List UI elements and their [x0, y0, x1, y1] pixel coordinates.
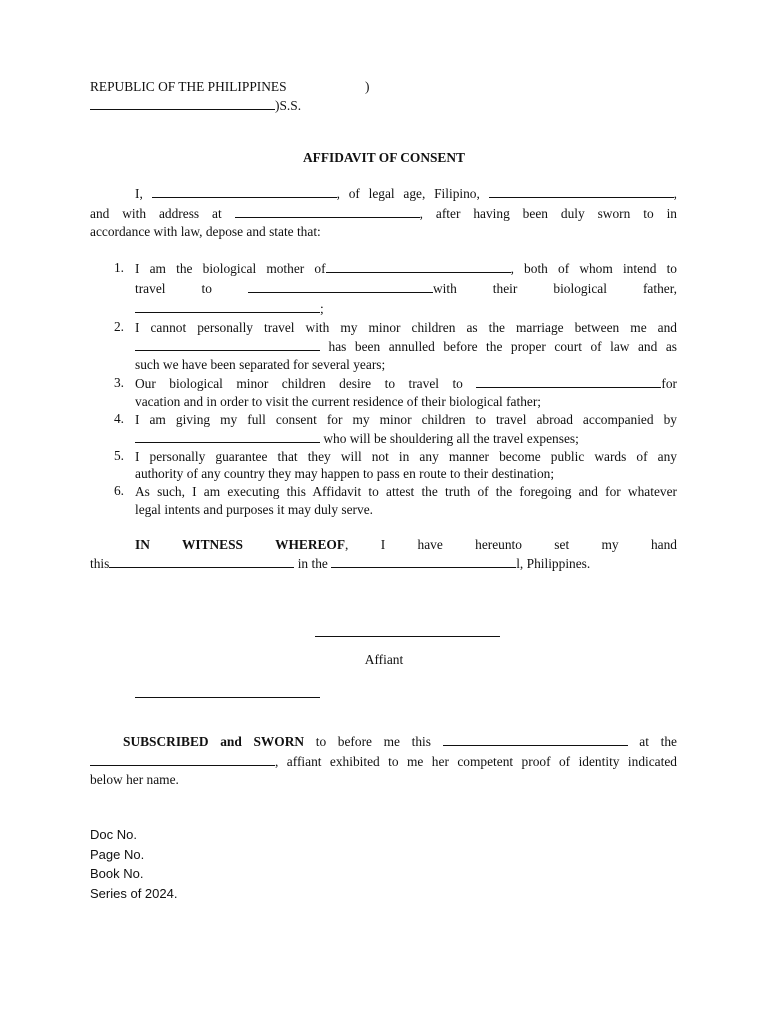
item-1-line-3: [135, 300, 677, 318]
item-text: has been annulled before the proper court of law and as: [328, 339, 677, 354]
children-names-blank[interactable]: [326, 261, 511, 273]
item-3-line-1: [135, 375, 677, 393]
witness-text: in the: [294, 556, 328, 571]
item-1-line-2: [135, 280, 677, 298]
item-number: 3.: [113, 375, 124, 390]
item-2-line-2: [135, 338, 677, 356]
destination-blank[interactable]: [248, 281, 433, 293]
item-3-line-2: vacation and in order to visit the current residence of their biological father;: [135, 394, 542, 409]
affiant-label: Affiant: [364, 652, 404, 667]
venue-line: [90, 98, 301, 114]
civil-status-blank[interactable]: [489, 186, 674, 198]
affiant-signature-blank[interactable]: [315, 625, 500, 637]
jurat-text: at the: [639, 734, 677, 749]
item-6-line-2: legal intents and purposes it may duly serve.: [135, 502, 374, 517]
doc-no: Doc No.: [90, 827, 137, 842]
intro-text: and with address at: [90, 206, 222, 221]
item-5-line-2: authority of any country they may happen to pass en route to their destination;: [135, 466, 555, 481]
item-number: 5.: [113, 448, 124, 463]
witness-text: this: [90, 556, 110, 571]
intro-text: , of legal age, Filipino,: [336, 186, 480, 201]
witness-text: , I have hereunto set my hand: [345, 537, 677, 552]
ex-spouse-blank[interactable]: [135, 339, 320, 351]
item-text: with their biological father,: [432, 281, 677, 296]
item-6-line-1: As such, I am executing this Affidavit to attest the truth of the foregoing and for whatever: [135, 484, 677, 499]
id-line[interactable]: [135, 686, 320, 702]
item-2-line-3: such we have been separated for several years;: [135, 357, 386, 372]
item-text: who will be shouldering all the travel expenses;: [323, 431, 579, 446]
item-number: 1.: [113, 260, 124, 275]
jurat-date-blank[interactable]: [443, 734, 628, 746]
republic-heading: REPUBLIC OF THE PHILIPPINES: [90, 79, 287, 94]
series: Series of 2024.: [90, 886, 178, 901]
venue-blank[interactable]: [90, 98, 275, 110]
item-text: travel to: [135, 281, 212, 296]
intro-text: , after having been duly sworn to in: [419, 206, 677, 221]
jurat-line-1: [90, 733, 677, 751]
intro-line-1: [90, 185, 677, 203]
item-text: ;: [320, 301, 324, 316]
address-blank[interactable]: [235, 206, 420, 218]
item-text: for: [661, 376, 677, 391]
intro-line-3: accordance with law, depose and state that:: [90, 224, 321, 239]
jurat-text: to before me this: [315, 734, 431, 749]
item-text: , both of whom intend to: [510, 261, 677, 276]
item-number: 2.: [113, 319, 124, 334]
item-2-line-1: I cannot personally travel with my minor children as the marriage between me and: [135, 320, 677, 335]
ss-label: )S.S.: [275, 98, 302, 113]
item-1-line-1: [135, 260, 677, 278]
witness-text: l, Philippines.: [516, 556, 591, 571]
signature-line[interactable]: [315, 625, 500, 641]
item-5-line-1: I personally guarantee that they will not in any manner become public wards of any: [135, 449, 677, 464]
item-text: Our biological minor children desire to travel to: [135, 376, 463, 391]
witness-line-1: [90, 536, 677, 554]
date-blank[interactable]: [109, 556, 294, 568]
page-no: Page No.: [90, 847, 145, 862]
item-4-line-1: I am giving my full consent for my minor children to travel abroad accompanied by: [135, 412, 677, 427]
jurat-place-blank[interactable]: [90, 754, 275, 766]
item-4-line-2: [135, 430, 677, 448]
witness-line-2: [90, 555, 677, 573]
document-title: AFFIDAVIT OF CONSENT: [303, 150, 465, 165]
id-blank[interactable]: [135, 686, 320, 698]
jurat-text: , affiant exhibited to me her competent proof of identity indicated: [275, 754, 677, 769]
witness-bold: IN WITNESS WHEREOF: [135, 537, 346, 552]
item-text: I am the biological mother of: [135, 261, 326, 276]
place-blank[interactable]: [331, 556, 516, 568]
item-number: 4.: [113, 411, 124, 426]
header-paren: ): [365, 79, 370, 94]
travel-destination-blank[interactable]: [476, 376, 661, 388]
father-name-blank[interactable]: [135, 301, 320, 313]
intro-text: ,: [673, 186, 677, 201]
companion-blank[interactable]: [135, 431, 320, 443]
name-blank[interactable]: [152, 186, 337, 198]
jurat-line-2: [90, 753, 677, 771]
intro-line-2: [90, 205, 677, 223]
item-number: 6.: [113, 483, 124, 498]
jurat-bold: SUBSCRIBED and SWORN: [123, 734, 305, 749]
intro-text: I,: [135, 186, 143, 201]
jurat-line-3: below her name.: [90, 772, 179, 787]
book-no: Book No.: [90, 866, 144, 881]
